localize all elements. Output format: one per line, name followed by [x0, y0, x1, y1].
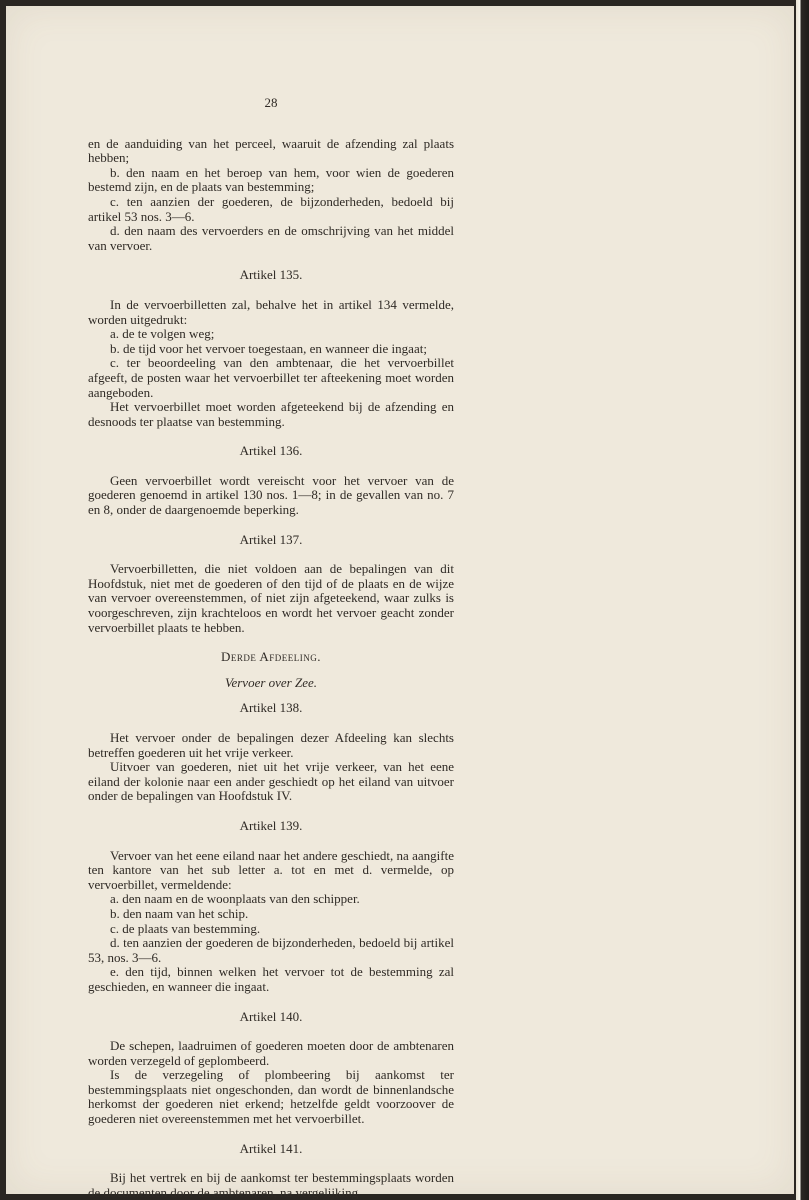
page-edge — [796, 0, 809, 1200]
intro-line-0: en de aanduiding van het perceel, waaruit de afzending zal plaats hebben; — [88, 135, 454, 166]
article-136-line-0: Geen vervoerbillet wordt vereischt voor het vervoer van de goederen genoemd in artikel 130 nos. 1—8; in de gevallen van no. 7 en 8, onder de daargenoemde beperking. — [88, 472, 454, 518]
article-139-line-3: c. de plaats van bestemming. — [110, 920, 261, 936]
article-135-heading: Artikel 135. — [239, 267, 303, 283]
article-139-heading: Artikel 139. — [239, 817, 303, 833]
article-140-line-0: De schepen, laadruimen of goederen moeten door de ambtenaren worden verzegeld of geplombeerd. — [88, 1038, 454, 1068]
document-page — [6, 6, 794, 1200]
article-135-line-3: c. ter beoordeeling van den ambtenaar, die het vervoerbillet afgeeft, de posten waar het vervoerbillet ter afteekening moet worden aangeboden. — [88, 355, 454, 400]
article-139-line-4: d. ten aanzien der goederen de bijzonderheden, bedoeld bij artikel 53, nos. 3—6. — [88, 935, 454, 965]
intro-line-2: c. ten aanzien der goederen, de bijzonderheden, bedoeld bij artikel 53 nos. 3—6. — [88, 193, 454, 224]
article-138-line-0: Het vervoer onder de bepalingen dezer Afdeeling kan slechts betreffen goederen uit het vrije verkeer. — [88, 730, 454, 760]
article-141-line-0: Bij het vertrek en bij de aankomst ter bestemmingsplaats worden de documenten door de ambtenaren, na vergelijking — [88, 1170, 454, 1200]
article-139-line-2: b. den naam van het schip. — [110, 905, 249, 921]
article-135-line-2: b. de tijd voor het vervoer toegestaan, en wanneer die ingaat; — [110, 340, 427, 356]
article-135-line-4: Het vervoerbillet moet worden afgeteekend bij de afzending en desnoods ter plaatse van bestemming. — [88, 399, 454, 429]
page-content — [88, 96, 454, 1200]
article-135-line-1: a. de te volgen weg; — [110, 326, 215, 342]
article-135-line-0: In de vervoerbilletten zal, behalve het in artikel 134 vermelde, worden uitgedrukt: — [88, 296, 454, 327]
intro-line-3: d. den naam des vervoerders en de omschrijving van het middel van vervoer. — [88, 223, 454, 253]
article-141-heading: Artikel 141. — [239, 1140, 303, 1156]
article-138-heading: Artikel 138. — [239, 700, 303, 716]
article-138-line-1: Uitvoer van goederen, niet uit het vrije verkeer, van het eene eiland der kolonie naar een ander geschiedt op het eiland van uitvoer onder de bepalingen van Hoofdstuk IV. — [88, 759, 454, 804]
article-140-line-1: Is de verzegeling of plombeering bij aankomst ter bestemmingsplaats niet ongeschonden, dan wordt de binnenlandsche herkomst der goederen niet erkend; hetzelfde geldt voorzoover de goederen niet overeenstemmen met het vervoerbillet. — [88, 1067, 454, 1127]
page-number: 28 — [264, 95, 278, 110]
article-137-line-0: Vervoerbilletten, die niet voldoen aan de bepalingen van dit Hoofdstuk, niet met de goederen of den tijd of de plaats en de wijze van vervoer overeenstemmen, of niet zijn afgeteekend, waar zulks is voorgeschreven, zijn krachteloos en wordt het vervoer geacht zonder vervoerbillet plaats te hebben. — [88, 561, 454, 635]
article-140-heading: Artikel 140. — [239, 1008, 303, 1024]
article-137-heading: Artikel 137. — [239, 531, 303, 547]
article-139-line-5: e. den tijd, binnen welken het vervoer tot de bestemming zal geschieden, en wanneer die ingaat. — [88, 964, 454, 994]
section-subtitle: Vervoer over Zee. — [224, 674, 318, 690]
article-136-heading: Artikel 136. — [239, 443, 303, 459]
section-title: Derde Afdeeling. — [220, 649, 322, 665]
article-139-line-0: Vervoer van het eene eiland naar het andere geschiedt, na aangifte ten kantore van het sub letter a. tot en met d. vermelde, op vervoerbillet, vermeldende: — [88, 847, 454, 892]
article-139-line-1: a. den naam en de woonplaats van den schipper. — [110, 891, 360, 907]
intro-line-1: b. den naam en het beroep van hem, voor wien de goederen bestemd zijn, en de plaats van bestemming; — [88, 164, 454, 195]
